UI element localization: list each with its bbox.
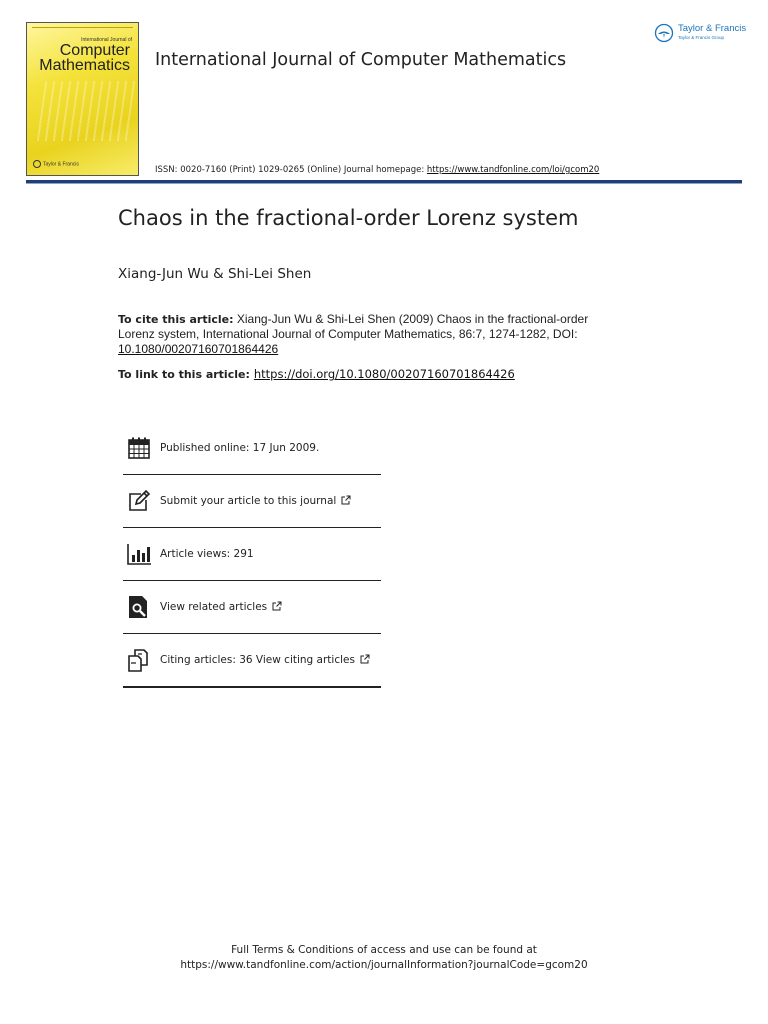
citing-articles-text: Citing articles: 36 View citing articles (160, 654, 355, 666)
external-link-icon (360, 654, 370, 664)
terms-footer (0, 943, 768, 973)
taylor-francis-logo-icon (654, 23, 674, 43)
submit-article-link[interactable] (160, 495, 351, 507)
header-divider (26, 180, 742, 184)
external-link-icon (272, 601, 282, 611)
calendar-icon (127, 436, 151, 460)
cite-doi-link[interactable]: 10.1080/00207160701864426 (118, 342, 279, 356)
publisher-group: Taylor & Francis Group (678, 35, 725, 40)
issn-text: ISSN: 0020-7160 (Print) 1029-0265 (Online) Journal homepage: (155, 165, 427, 175)
link-label: To link to this article: (118, 368, 250, 381)
article-views-row (123, 528, 381, 581)
cite-text: Xiang-Jun Wu & Shi-Lei Shen (2009) Chaos in the fractional-order Lorenz system, International Journal of Computer Mathematics, 86:7, 1274-1282, DOI: (118, 312, 589, 341)
citing-articles-row[interactable] (123, 634, 381, 688)
publisher-name: Taylor & Francis (678, 23, 747, 34)
cover-logo-icon (33, 160, 41, 168)
cover-publisher-text: Taylor & Francis (43, 161, 79, 168)
journal-homepage-link[interactable]: https://www.tandfonline.com/loi/gcom20 (426, 165, 600, 175)
cover-title-line2: Mathematics (39, 57, 130, 74)
citation-block (118, 312, 608, 357)
submit-article-text: Submit your article to this journal (160, 495, 337, 507)
search-document-icon (127, 595, 151, 619)
published-online-text: Published online: 17 Jun 2009. (160, 442, 320, 454)
cover-decoration (37, 81, 135, 141)
edit-icon (127, 489, 151, 513)
article-views-text: Article views: 291 (160, 548, 254, 560)
citing-articles-icon (127, 648, 151, 672)
journal-title: International Journal of Computer Mathematics (155, 50, 567, 70)
journal-cover-image (26, 22, 139, 176)
article-title: Chaos in the fractional-order Lorenz system (118, 206, 579, 230)
issn-line (155, 165, 599, 175)
article-doi-link[interactable]: https://doi.org/10.1080/00207160701864426 (253, 367, 515, 381)
cover-top-strip (32, 27, 133, 31)
terms-line: Full Terms & Conditions of access and use can be found at (231, 944, 537, 956)
external-link-icon (341, 495, 351, 505)
cover-title-line1: Computer (59, 42, 130, 59)
cover-publisher-logo (33, 160, 79, 168)
citing-articles-link[interactable] (160, 654, 370, 666)
related-articles-row[interactable] (123, 581, 381, 634)
related-articles-text: View related articles (160, 601, 268, 613)
article-info-list (123, 422, 381, 688)
published-online-row (123, 422, 381, 475)
submit-article-row[interactable] (123, 475, 381, 528)
publisher-logo[interactable] (654, 22, 746, 46)
cite-label: To cite this article: (118, 313, 234, 326)
cover-subtitle: International Journal of (81, 37, 132, 43)
article-link-line (118, 367, 515, 381)
terms-url[interactable]: https://www.tandfonline.com/action/journalInformation?journalCode=gcom20 (180, 959, 588, 971)
related-articles-link[interactable] (160, 601, 282, 613)
article-authors: Xiang-Jun Wu & Shi-Lei Shen (118, 266, 312, 282)
bar-chart-icon (127, 542, 151, 566)
